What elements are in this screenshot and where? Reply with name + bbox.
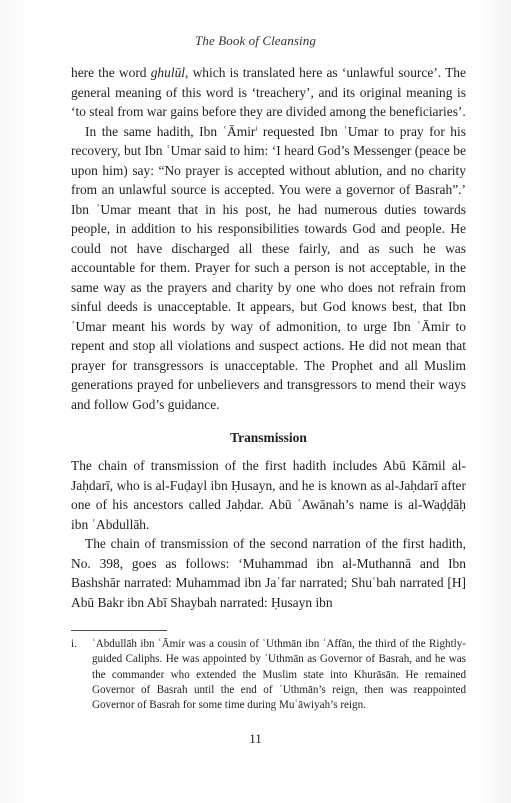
footnote-divider [71, 630, 167, 631]
footnote [71, 637, 466, 713]
running-head: The Book of Cleansing [195, 33, 316, 48]
paragraph-ghulul-lead: here the word [71, 65, 151, 80]
body-text-bottom [71, 456, 466, 612]
body-text-top [71, 63, 466, 414]
paragraph-chain-second: The chain of transmission of the second narration of the first hadith, No. 398, goes as follows: ‘Muhammad ibn al-Muthannā and Ibn Bashshār narrated: Muhammad ibn Jaʿfar narrated; Shuʿbah narrated [H] Abū Bakr ibn Abī Shaybah narrated: Ḥusayn ibn [71, 536, 466, 610]
footnote-text: ʿAbdullāh ibn ʿĀmir was a cousin of ʿUthmān ibn ʿAffān, the third of the Rightly-guided Caliphs. He was appointed by ʿUthmān as Governor of Basrah, and he was the commander who extended the Muslim state into Khurāsān. He remained Governor of Basrah until the end of ʿUthmān’s reign, then was reappointed Governor of Basrah for some time during Muʿāwiyah’s reign. [92, 638, 466, 712]
paragraph-ghulul [71, 63, 466, 122]
paragraph-ibn-amir-lead: In the same hadith, Ibn ʿĀmir [85, 123, 256, 139]
paragraph-ibn-amir [71, 122, 466, 415]
paragraph-ghulul-rest: , which is translated here as ‘unlawful source’. The general meaning of this word is ‘treachery’, and its original meaning is ‘to steal from war gains before they are divided among the beneficiaries’. [71, 65, 466, 119]
footnote-reference: i [255, 124, 258, 133]
term-ghulul: ghulūl [150, 65, 186, 80]
page-number: 11 [249, 731, 262, 746]
section-heading-transmission: Transmission [230, 430, 307, 445]
paragraph-chain-first: The chain of transmission of the first hadith includes Abū Kāmil al-Jaḥdarī, who is al-Fuḍayl ibn Ḥusayn, and he is known as al-Jaḥdarī after one of his ancestors called Jaḥdar. Abū ʿAwānah’s name is al-Waḍḍāḥ ibn ʿAbdullāh. [71, 458, 466, 532]
footnote-marker: i. [71, 638, 77, 650]
paragraph-ibn-amir-rest: requested Ibn ʿUmar to pray for his recovery, but Ibn ʿUmar said to him: ‘I heard God’s Messenger (peace be upon him) say: “No prayer is accepted without ablution, and no charity from an unlawful source is accepted. You were a governor of Basrah”.’ Ibn ʿUmar meant that in his post, he had numerous duties towards people, in addition to his responsibilities towards God and people. He could not have discharged all these fairly, and as such he was accountable for them. Prayer for such a person is not acceptable, in the same way as the prayers and charity by one who does not refrain from sinful deeds is unacceptable. It appears, but God knows best, that Ibn ʿUmar meant his words by way of admonition, to urge Ibn ʿĀmir to repent and stop all violations and suspect actions. He did not mean that prayer for transgressors is unacceptable. The Prophet and all Muslim generations prayed for unbelievers and transgressors to mend their ways and follow God’s guidance. [71, 123, 466, 412]
